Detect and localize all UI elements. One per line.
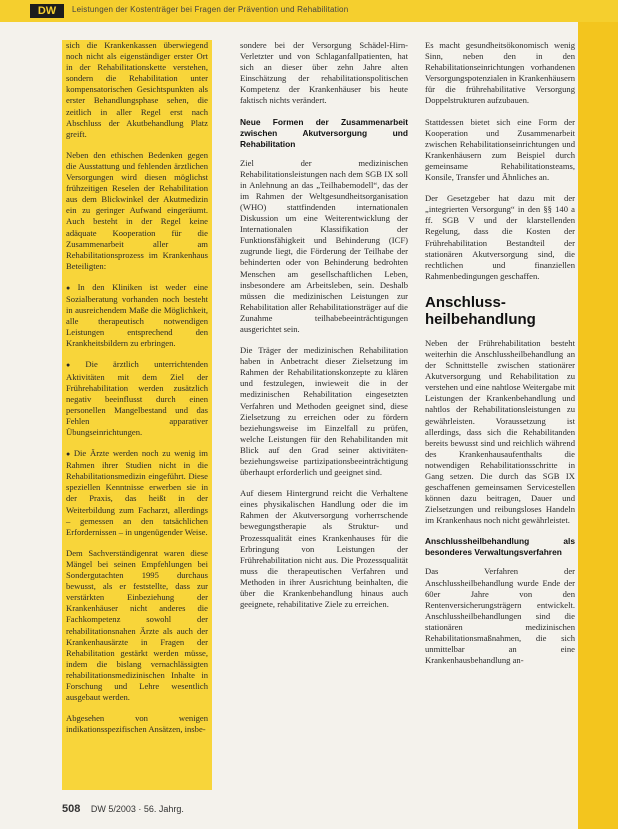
bullet-text: Die Ärzte werden noch zu wenig im Rahmen ihrer Studien nicht in die Rehabilitationsmedizin eingeführt. Diese speziellen Kenntnisse erwerben sie in der Praxis, das heißt in der Weiterbildung zum Facharzt, allerdings – gemessen an den tatsächlichen Erfordernissen – in ungenügender Weise.	[66, 448, 208, 537]
publication-logo: DW	[30, 4, 64, 18]
running-title: Leistungen der Kostenträger bei Fragen der Prävention und Rehabilitation	[72, 5, 349, 14]
bullet-text: In den Kliniken ist weder eine Sozialberatung vorhanden noch besteht in ausreichendem Maße die Möglichkeit, alle therapeutisch notwendigen Leistungen entsprechend den Krankheitsbildern zu erbringen.	[66, 281, 208, 349]
section-heading: Anschluss-heilbehandlung	[425, 293, 536, 328]
paragraph: Der Gesetzgeber hat dazu mit der „integrierten Versorgung“ in den §§ 140 a ff. SGB V und der klarstellenden Regelung, dass die Kosten der Frührehabilitation Bestandteil der stationären Akutversorgung sind, die rechtlichen und finanziellen Rahmenbedingungen geschaffen.	[425, 193, 575, 281]
page-footer	[62, 803, 184, 815]
bullet-item	[66, 448, 208, 538]
paragraph: Neben der Frührehabilitation besteht weiterhin die Anschlussheilbehandlung an der Schnittstelle zwischen stationärer Akutversorgung und Rehabilitation zu verstehen und eine nahtlose Weitergabe mit Leistungen der Krankenbehandlung und nahtlos der Rehabilitationsleistungen zu gewährleisten. Voraussetzung ist allerdings, dass sich die Rehabilitanden bereits bewusst sind und reichlich während des Krankenhausaufenthalts die notwendigen Rehabilitationsschritte in Gang setzen. Die durch das SGB IX geschaffenen gemeinsamen Servicestellen können dazu beitragen, Dauer und Zielsetzungen und reibungsloses Handeln im Krankenhaus noch nicht gewährleistet.	[425, 337, 575, 526]
paragraph: Stattdessen bietet sich eine Form der Kooperation und Zusammenarbeit zwischen Rehabilitationseinrichtungen und Krankenhäusern zum Beispiel durch gemeinsame Rehabilitationsteams, Konsile, Transfer und Ähnliches an.	[425, 116, 575, 183]
paragraph: Ziel der medizinischen Rehabilitationsleistungen nach dem SGB IX soll in Anlehnung an das „Teilhabemodell“, das der im Rahmen der Weltgesundheitsorganisation (WHO) stattfindenden internationalen Diskussion um eine Weiterentwicklung der Internationalen Klassifikation der Funktionsfähigkeit und Behinderung (ICF) zugrunde liegt, die Förderung der Teilhabe der behinderten oder von Behinderung bedrohten Menschen am gesellschaftlichen Leben, insbesondere am Arbeitsleben, sein. Deshalb müssen die medizinischen Leistungen zur Rehabilitation aller Rehabilitationsträger auf die Zunahme teilhabebeeinträchtigungen ausgerichtet sein.	[240, 157, 408, 334]
paragraph: sich die Krankenkassen überwiegend noch nicht als eigenständiger erster Ort in der Rehabilitationskette verstehen, sondern die Rehabilitation unter kompensatorischen Gesichtspunkten als erster Behandlungsphase sehen, die zeitlich in aller Regel erst nach Abschluss der Akutbehandlung Platz greift.	[66, 40, 208, 139]
column-middle	[240, 40, 408, 620]
paragraph: Das Verfahren der Anschlussheilbehandlung wurde Ende der 60er Jahre von den Rentenversicherungsträgern entwickelt. Anschlussheilbehandlungen sind die stationären medizinischen Rehabilitationsmaßnahmen, die sich unmittelbar an eine Krankenhausbehandlung an-	[425, 566, 575, 666]
paragraph: Dem Sachverständigenrat waren diese Mängel bei seinen Empfehlungen bei Sondergutachten 1995 durchaus bewusst, als er feststellte, dass zur verstärkten Einbeziehung der Krankenhäuser nicht anderes die Fachkompetenz sowohl der rehabilitationsnahen Ärzte als auch der Krankenhausärzte in Fragen der Rehabilitation gestärkt werden müsse, indem die bislang vernachlässigten rehabilitationsmedizinischen Inhalte in Forschung und Lehre wesentlich ausgebaut werden.	[66, 547, 208, 703]
paragraph: sondere bei der Versorgung Schädel-Hirn-Verletzter und von Schlaganfallpatienten, hat sich an dieser über zehn Jahre alten Einschätzung der rehabilitationspolitischen Kompetenz der Krankenhäuser bis heute faktisch nichts verändert.	[240, 40, 408, 106]
bullet-item	[66, 282, 208, 350]
paragraph: Es macht gesundheitsökonomisch wenig Sinn, neben den in den Rehabilitationseinrichtungen vorhandenen Versorgungspotenzialen in Krankenhäusern für die frührehabilitative Versorgung Doppelstrukturen aufzubauen.	[425, 40, 575, 106]
page-number: 508	[62, 803, 81, 815]
page-edge-strip	[578, 0, 618, 829]
paragraph: Neben den ethischen Bedenken gegen die Ausstattung und fehlenden ärztlichen Versorgungen wird diesen möglichst frühzeitigen Reselen der Rehabilitation aus dem Blickwinkel der Akutmedizin ein zu geringer Aufwand eingeräumt. Auch besteht in der Regel keine adäquate Kooperation für die Zusammenarbeit aller am Rehabilitationsprozess im Krankenhaus Beteiligten:	[66, 149, 208, 271]
bullet-text: Die ärztlich unterrichtenden Aktivitäten mit dem Ziel der Frührehabilitation werden zusätzlich negativ beeinflusst durch einen personellen Mangelbestand und das Fehlen apparativer Übungseinrichtungen.	[66, 359, 208, 437]
issue-info: DW 5/2003 · 56. Jahrg.	[90, 804, 184, 814]
paragraph: Abgesehen von wenigen indikationsspezifischen Ansätzen, insbe-	[66, 713, 208, 735]
bullet-item	[66, 359, 208, 438]
paragraph: Auf diesem Hintergrund reicht die Verhaltene eines physikalischen Handlung oder die im Rahmen der Akutversorgung vorherrschende bewegungstherapie als Struktur- und Prozessqualität eines Krankenhauses für die Erbringung von Leistungen der Frührehabilitation nicht aus. Die Prozessqualität muss die therapeutischen Verfahren und Methoden in ihrer Ausrichtung beinhalten, die über die Krankenbehandlung hinaus auch geeignete, rehabilitative Ziele zu erreichen.	[240, 488, 408, 610]
paragraph: Die Träger der medizinischen Rehabilitation haben in Anbetracht dieser Zielsetzung im Rahmen der Rehabilitationskonzepte zu klären und festzulegen, inwieweit die in der medizinischen Rehabilitation eingesetzten Verfahren und Methoden geeignet sind, diese Zielsetzung zu erreichen oder zu fördern beziehungsweise im Einzelfall zu prüfen, welche Leistungen für den Rehabilitanden mit Blick auf den Grad seiner aktivitäten- beziehungsweise partizipationsbeeinträchtigung überhaupt erforderlich und geeignet sind.	[240, 345, 408, 478]
column-left	[62, 40, 212, 790]
page-header	[0, 0, 618, 22]
section-subheading: Anschlussheilbehandlung als besonderes Verwaltungsverfahren	[425, 536, 575, 558]
section-subheading: Neue Formen der Zusammenarbeit zwischen Akutversorgung und Rehabilitation	[240, 116, 408, 149]
column-right	[425, 40, 575, 676]
